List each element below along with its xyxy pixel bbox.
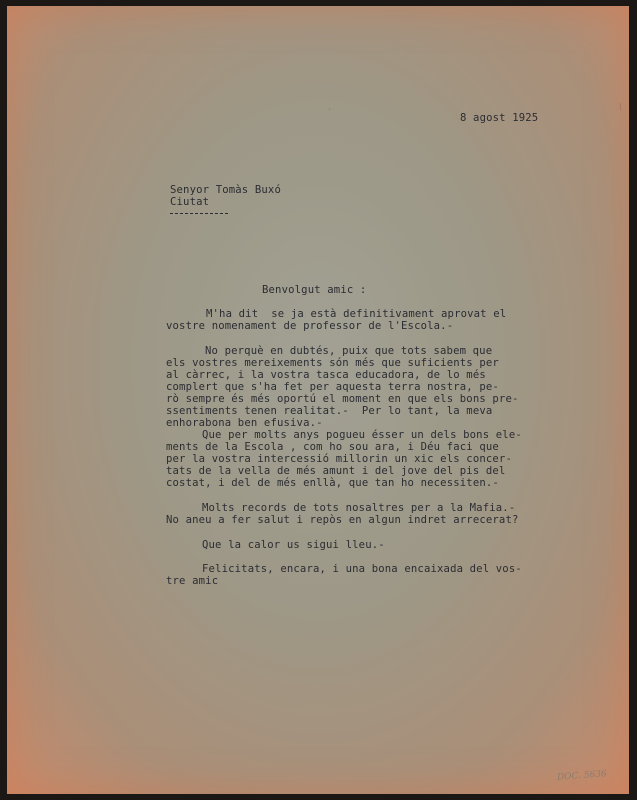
text-line: No perquè en dubtés, puix que tots sabem que (205, 345, 493, 357)
salutation: Benvolgut amic : (262, 284, 367, 296)
text-line: complert que s'ha fet per aquesta terra nostra, pe- (166, 381, 499, 393)
paper-blemish: ⁞ (619, 103, 622, 113)
address-underline (170, 213, 228, 214)
text-line: els vostres mereixements són més que suficients per (166, 357, 499, 369)
text-line: costat, i del de més enllà, que tan ho necessiten.- (166, 477, 499, 489)
text-line: ments de la Escola , com ho sou ara, i Déu faci que (166, 441, 499, 453)
letter-date: 8 agost 1925 (460, 112, 539, 124)
text-line: Que per molts anys pogueu ésser un dels bons ele- (202, 429, 522, 441)
paper-blemish: ′ (327, 108, 333, 118)
text-line: rò sempre és més oportú el moment en que els bons pre- (166, 393, 519, 405)
text-line: tats de la vella de més amunt i del jove del pis del (166, 465, 506, 477)
text-line: per la vostra intercessió millorin un xic els concer- (166, 453, 512, 465)
paragraph-5: Que la calor us sigui lleu.- (202, 539, 385, 551)
text-line: vostre nomenament de professor de l'Escola.- (166, 320, 454, 332)
recipient-city: Ciutat (170, 196, 210, 208)
text-line: M'ha dit se ja està definitivament aprovat el (206, 308, 507, 320)
recipient-name: Senyor Tomàs Buxó (170, 184, 281, 196)
text-line: ssentiments tenen realitat.- Per lo tant, la meva (166, 405, 493, 417)
text-line: No aneu a fer salut i repòs en algun indret arrecerat? (166, 514, 519, 526)
archive-reference: DOC. 5636 (556, 769, 608, 783)
text-line: enhorabona ben efusiva.- (166, 417, 323, 429)
text-line: Felicitats, encara, i una bona encaixada del vos- (202, 563, 522, 575)
text-line: al càrrec, i la vostra tasca educadora, de lo més (166, 369, 486, 381)
text-line: tre amic (166, 575, 219, 587)
text-line: Molts records de tots nosaltres per a la Mafia.- (202, 502, 516, 514)
